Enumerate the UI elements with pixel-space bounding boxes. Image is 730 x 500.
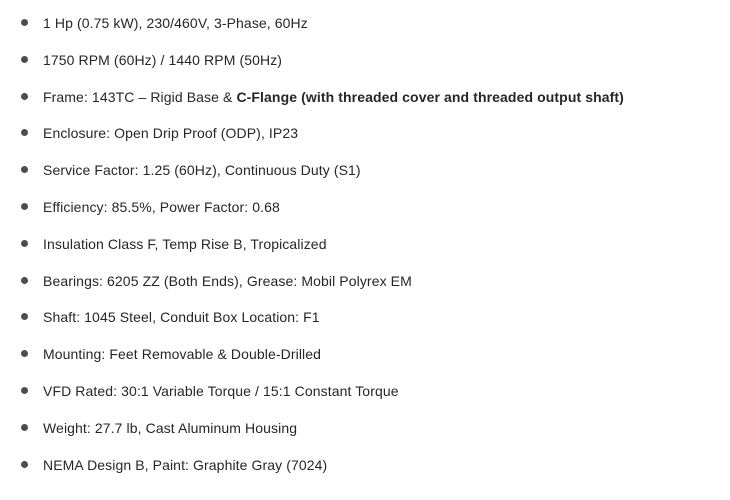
spec-item-text [43,234,327,254]
spec-item-text [43,418,297,438]
spec-text: 1 Hp (0.75 kW), 230/460V, 3-Phase, 60Hz [43,15,308,31]
spec-text: Service Factor: 1.25 (60Hz), Continuous Duty (S1) [43,162,361,179]
bullet-icon [21,424,28,431]
spec-text: Enclosure: Open Drip Proof (ODP), IP23 [43,125,299,142]
spec-list-item [21,381,722,401]
bullet-icon [21,129,28,136]
bullet-icon [21,240,28,247]
spec-text: Mounting: Feet Removable & Double-Drilled [43,346,322,363]
bullet-icon [21,461,28,468]
bullet-icon [21,313,28,320]
bullet-icon [21,93,28,100]
spec-text: VFD Rated: 30:1 Variable Torque / 15:1 Constant Torque [43,382,399,399]
spec-list-item [21,87,722,107]
spec-list-item [21,344,722,364]
spec-text: Weight: 27.7 lb, Cast Aluminum Housing [43,419,298,436]
spec-item-text [43,50,282,70]
bullet-icon [21,277,28,284]
bullet-icon [21,203,28,210]
spec-item-text [43,123,298,143]
spec-list-item [21,123,722,143]
spec-text: Insulation Class F, Temp Rise B, Tropicalized [43,235,327,252]
spec-text: Efficiency: 85.5%, Power Factor: 0.68 [43,198,280,215]
spec-item-text [43,271,412,291]
spec-item-text [43,87,624,107]
bullet-icon [21,19,28,26]
spec-item-text [43,344,321,364]
spec-item-text [43,13,308,33]
spec-list [21,13,722,475]
spec-list-item [21,455,722,475]
spec-item-text [43,197,280,217]
spec-list-item [21,418,722,438]
spec-list-item [21,50,722,70]
spec-list-item [21,160,722,180]
bullet-icon [21,350,28,357]
spec-item-text [43,307,320,327]
spec-bold: C-Flange (with threaded cover and threaded output shaft) [236,88,624,105]
spec-text: 1750 RPM (60Hz) / 1440 RPM (50Hz) [43,51,283,68]
bullet-icon [21,387,28,394]
spec-text: Shaft: 1045 Steel, Conduit Box Location: F1 [43,309,320,326]
spec-text: Bearings: 6205 ZZ (Both Ends), Grease: Mobil Polyrex EM [43,272,412,289]
spec-list-item [21,307,722,327]
bullet-icon [21,166,28,173]
spec-list-item [21,197,722,217]
spec-text: NEMA Design B, Paint: Graphite Gray (7024) [43,456,328,473]
spec-item-text [43,455,327,475]
spec-list-item [21,271,722,291]
spec-list-item [21,234,722,254]
spec-item-text [43,160,361,180]
bullet-icon [21,56,28,63]
spec-text: Frame: 143TC – Rigid Base & [43,88,237,105]
spec-list-item [21,13,722,33]
spec-item-text [43,381,399,401]
